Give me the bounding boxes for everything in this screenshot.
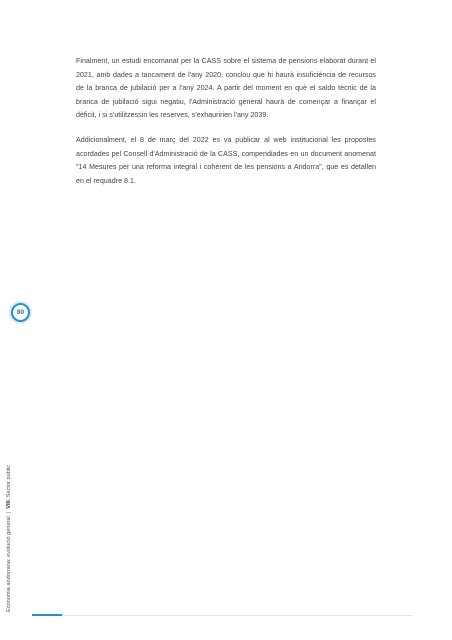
chapter-number: VIII. xyxy=(6,498,12,509)
paragraph: Finalment, un estudi encomanat per la CASS sobre el sistema de pensions elaborat durant el 2021, amb dades a tancament de l'any 2020, conclou que hi haurà insuficiència de recursos de la branca de jubilació per a l'any 2024. A partir del moment en què el saldo tècnic de la branca de jubilació sigui negatiu, l'Administració general haurà de començar a finançar el dèficit, i si s'utilitzessin les reserves, s'exhauririen l'any 2039. xyxy=(76,57,376,120)
separator: | xyxy=(6,511,12,514)
running-header xyxy=(4,437,14,612)
publication-title: Economia andorrana: evolució general xyxy=(6,516,12,612)
page-number-badge: 80 xyxy=(11,303,30,322)
chapter-title: Sector públic xyxy=(6,464,12,498)
footer-rule xyxy=(62,615,412,616)
paragraph: Addicionalment, el 8 de març del 2022 es va publicar al web institucional les propostes acordades pel Consell d'Administració de la CASS, compendiades en un document anomenat "14 Mesures per una reforma integral i coherent de les pensions a Andorra", que es detallen en el requadre 8.1. xyxy=(76,135,376,185)
footer-accent-line xyxy=(32,614,62,616)
body-text xyxy=(76,55,376,188)
